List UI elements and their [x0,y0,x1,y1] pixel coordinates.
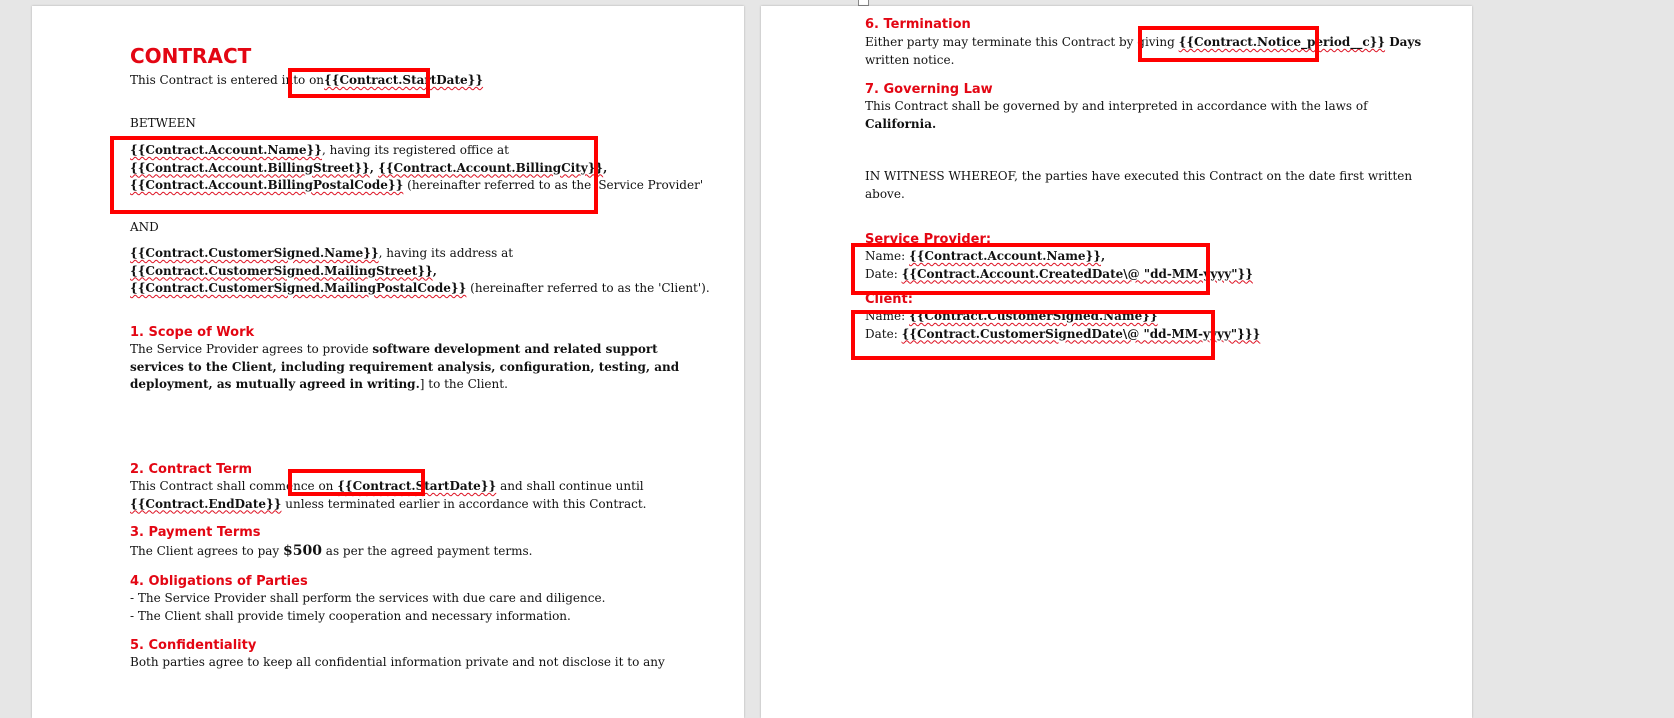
and-label: AND [130,220,159,234]
section-heading-governing-law: 7. Governing Law [865,82,993,97]
merge-field-notice-period[interactable]: {{Contract.Notice_period__c}} [1178,35,1386,49]
merge-field-term-start-date[interactable]: {{Contract.StartDate}} [337,479,497,493]
document-title: CONTRACT [130,44,252,68]
merge-field-account-name[interactable]: {{Contract.Account.Name}} [130,143,322,157]
term-paragraph: This Contract shall commence on {{Contract.StartDate}} and shall continue until {{Contract.EndDate}} unless terminated earlier in accordance with this Contract. [130,479,647,511]
section-heading-confidentiality: 5. Confidentiality [130,638,257,653]
merge-field-signature-account-name[interactable]: {{Contract.Account.Name}} [909,249,1101,263]
signature-heading-service-provider: Service Provider: [865,232,992,247]
governing-law-paragraph: This Contract shall be governed by and interpreted in accordance with the laws of California. [865,99,1368,131]
merge-field-start-date[interactable]: {{Contract.StartDate}} [324,73,484,87]
witness-paragraph: IN WITNESS WHEREOF, the parties have executed this Contract on the date first written above. [865,169,1413,201]
document-page-1 [32,6,744,718]
list-item: - The Client shall provide timely cooperation and necessary information. [130,608,571,623]
between-label: BETWEEN [130,116,196,130]
service-provider-paragraph: {{Contract.Account.Name}}, having its registered office at {{Contract.Account.BillingStreet}}, {{Contract.Account.BillingCity}}, {{Contract.Account.BillingPostalCode}} (hereinafter referred to as the 'Service Provider' [130,143,704,192]
section-heading-term: 2. Contract Term [130,462,252,477]
merge-field-mailing-postal-code[interactable]: {{Contract.CustomerSigned.MailingPostalCode}} [130,281,467,295]
client-paragraph: {{Contract.CustomerSigned.Name}}, having its address at {{Contract.CustomerSigned.MailingStreet}}, {{Contract.CustomerSigned.MailingPostalCode}} (hereinafter referred to as the 'Client'). [130,246,710,295]
merge-field-signature-customer-name[interactable]: {{Contract.CustomerSigned.Name}} [909,309,1158,323]
merge-field-billing-street[interactable]: {{Contract.Account.BillingStreet}} [130,160,370,175]
section-heading-payment: 3. Payment Terms [130,525,261,540]
section-heading-termination: 6. Termination [865,17,971,32]
payment-amount: $500 [283,543,322,559]
section-heading-obligations: 4. Obligations of Parties [130,574,308,589]
intro-paragraph: This Contract is entered into on{{Contract.StartDate}} [130,73,484,87]
scope-paragraph: The Service Provider agrees to provide software development and related support services to the Client, including requirement analysis, configuration, testing, and deployment, as mutually agreed in writing.] to the Client. [130,342,680,391]
merge-field-billing-postal-code[interactable]: {{Contract.Account.BillingPostalCode}} [130,178,404,192]
termination-paragraph: Either party may terminate this Contract by giving {{Contract.Notice_period__c}} Days written notice. [865,35,1422,67]
obligations-list [130,590,744,625]
merge-field-end-date[interactable]: {{Contract.EndDate}} [130,496,282,511]
merge-field-account-created-date[interactable]: {{Contract.Account.CreatedDate\@ "dd-MM-yyyy"}} [901,266,1253,281]
merge-field-customer-signed-date[interactable]: {{Contract.CustomerSignedDate\@ "dd-MM-yyyy"}}} [901,326,1261,341]
payment-paragraph: The Client agrees to pay $500 as per the agreed payment terms. [130,543,533,559]
signature-block-client: Name: {{Contract.CustomerSigned.Name}} Date: {{Contract.CustomerSignedDate\@ "dd-MM-yyyy"}}} [865,309,1261,341]
merge-field-customer-name[interactable]: {{Contract.CustomerSigned.Name}} [130,246,379,260]
merge-field-billing-city[interactable]: {{Contract.Account.BillingCity}} [378,160,604,175]
signature-heading-client: Client: [865,292,913,307]
section-heading-scope: 1. Scope of Work [130,325,255,340]
list-item: - The Service Provider shall perform the services with due care and diligence. [130,591,606,605]
confidentiality-paragraph: Both parties agree to keep all confidential information private and not disclose it to any [130,655,665,669]
signature-block-service-provider: Name: {{Contract.Account.Name}}, Date: {{Contract.Account.CreatedDate\@ "dd-MM-yyyy"}} [865,249,1253,281]
merge-field-mailing-street[interactable]: {{Contract.CustomerSigned.MailingStreet}} [130,263,433,278]
document-page-2 [761,6,1472,718]
